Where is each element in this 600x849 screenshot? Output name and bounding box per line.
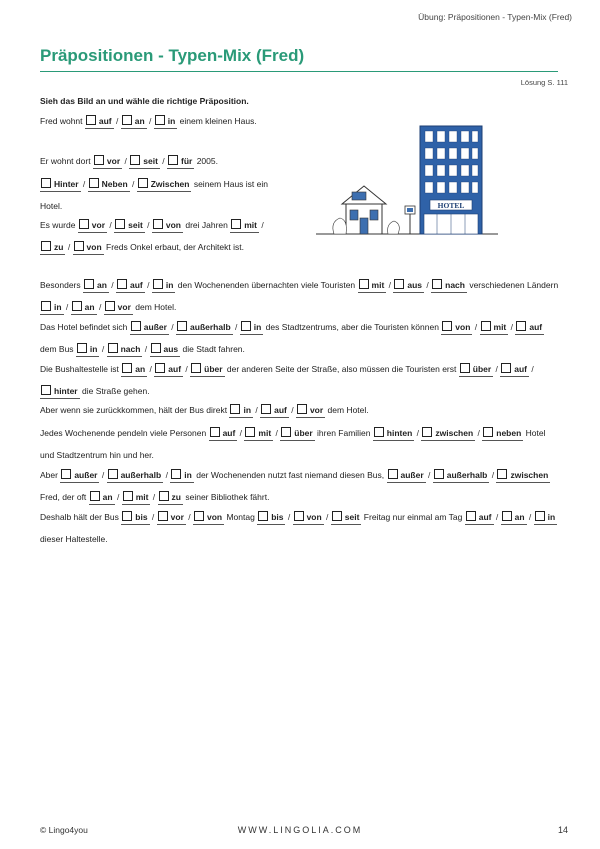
checkbox-icon[interactable] xyxy=(122,115,132,125)
option-label: an xyxy=(84,302,95,312)
checkbox-icon[interactable] xyxy=(460,363,470,373)
option-label: auf xyxy=(514,364,528,374)
exercise-text: Das Hotel befindet sich xyxy=(40,322,130,332)
option-label: auf xyxy=(168,364,182,374)
option-separator: / xyxy=(273,428,281,438)
checkbox-icon[interactable] xyxy=(122,511,132,521)
option-separator: / xyxy=(144,280,152,290)
option-choice[interactable] xyxy=(496,469,550,483)
option-choice[interactable] xyxy=(154,115,178,129)
checkbox-icon[interactable] xyxy=(155,115,165,125)
option-choice[interactable] xyxy=(158,491,183,505)
option-choice[interactable] xyxy=(293,511,324,525)
option-choice[interactable] xyxy=(465,511,494,525)
option-label: mit xyxy=(244,220,257,230)
option-choice[interactable] xyxy=(130,321,169,335)
checkbox-icon[interactable] xyxy=(516,321,526,331)
option-label: in xyxy=(165,280,174,290)
option-choice[interactable] xyxy=(89,491,115,505)
option-label: von xyxy=(86,242,102,252)
exercise-text: seiner Bibliothek fährt. xyxy=(182,492,270,502)
option-label: auf xyxy=(130,280,143,290)
option-label: an xyxy=(134,116,145,126)
checkbox-icon[interactable] xyxy=(74,241,84,251)
exercise-7 xyxy=(40,358,562,402)
option-choice[interactable] xyxy=(107,343,143,357)
hotel-building xyxy=(420,126,482,234)
option-label: vor xyxy=(91,220,106,230)
checkbox-icon[interactable] xyxy=(79,219,89,229)
checkbox-icon[interactable] xyxy=(151,343,161,353)
exercise-1 xyxy=(40,110,290,132)
option-choice[interactable] xyxy=(40,301,64,315)
exercise-text: ihren Familien xyxy=(314,428,373,438)
option-label: an xyxy=(135,364,146,374)
option-label: über xyxy=(472,364,492,374)
option-label: mit xyxy=(258,428,272,438)
option-label: nach xyxy=(120,344,141,354)
checkbox-icon[interactable] xyxy=(122,363,132,373)
option-choice[interactable] xyxy=(93,155,122,169)
option-label: vor xyxy=(117,302,131,312)
solution-reference: Lösung S. 111 xyxy=(520,78,568,87)
checkbox-icon[interactable] xyxy=(84,279,94,289)
option-choice[interactable] xyxy=(431,279,467,293)
option-separator: / xyxy=(232,322,240,332)
option-label: von xyxy=(455,322,471,332)
option-choice[interactable] xyxy=(229,404,253,418)
exercise-text: dieser Haltestelle. xyxy=(40,534,108,544)
option-label: vor xyxy=(309,405,324,415)
checkbox-icon[interactable] xyxy=(332,511,342,521)
option-label: aus xyxy=(163,344,179,354)
exercise-text: dem Hotel. xyxy=(325,405,369,415)
option-choice[interactable] xyxy=(387,469,426,483)
option-label: außer xyxy=(74,470,98,480)
exercise-text: Die Bushaltestelle ist xyxy=(40,364,122,374)
exercise-text: den Wochenenden übernachten viele Touristen xyxy=(175,280,358,290)
option-label: an xyxy=(97,280,107,290)
option-label: mit xyxy=(371,280,385,290)
option-separator: / xyxy=(259,220,264,230)
option-separator: / xyxy=(63,302,71,312)
option-label: auf xyxy=(529,322,543,332)
checkbox-icon[interactable] xyxy=(191,363,201,373)
option-choice[interactable] xyxy=(157,511,186,525)
option-label: zwischen xyxy=(435,428,474,438)
exercise-text: Jedes Wochenende pendeln viele Personen xyxy=(40,428,209,438)
option-choice[interactable] xyxy=(230,219,259,233)
checkbox-icon[interactable] xyxy=(230,404,240,414)
exercise-9 xyxy=(40,422,562,466)
option-separator: / xyxy=(147,364,155,374)
option-choice[interactable] xyxy=(167,155,194,169)
checkbox-icon[interactable] xyxy=(194,511,204,521)
option-label: hinter xyxy=(54,386,78,396)
checkbox-icon[interactable] xyxy=(535,511,545,521)
checkbox-icon[interactable] xyxy=(159,491,169,501)
option-label: außer xyxy=(400,470,424,480)
option-separator: / xyxy=(253,405,261,415)
option-label: mit xyxy=(493,322,507,332)
checkbox-icon[interactable] xyxy=(41,178,51,188)
option-choice[interactable] xyxy=(85,115,114,129)
footer-copyright: © Lingo4you xyxy=(40,825,88,835)
option-choice[interactable] xyxy=(121,363,147,377)
option-separator: / xyxy=(65,242,73,252)
option-label: außerhalb xyxy=(190,322,231,332)
exercise-4 xyxy=(40,214,290,258)
option-label: Hinter xyxy=(54,179,79,189)
exercise-text: Hotel und Stadtzentrum hin und her. xyxy=(40,428,546,460)
exercise-8 xyxy=(40,399,562,421)
option-label: in xyxy=(167,116,176,126)
exercise-text: Besonders xyxy=(40,280,83,290)
option-choice[interactable] xyxy=(104,301,133,315)
exercise-text: die Stadt fahren. xyxy=(180,344,245,354)
option-choice[interactable] xyxy=(515,321,544,335)
checkbox-icon[interactable] xyxy=(434,469,444,479)
hotel-illustration xyxy=(312,120,502,238)
option-separator: / xyxy=(183,364,191,374)
option-choice[interactable] xyxy=(358,279,387,293)
checkbox-icon[interactable] xyxy=(359,279,369,289)
option-separator: / xyxy=(508,322,516,332)
option-separator: / xyxy=(414,428,422,438)
option-choice[interactable] xyxy=(480,321,509,335)
exercise-text: Aber xyxy=(40,470,61,480)
checkbox-icon[interactable] xyxy=(77,343,87,353)
checkbox-icon[interactable] xyxy=(442,321,452,331)
option-label: hinten xyxy=(386,428,413,438)
checkbox-icon[interactable] xyxy=(241,321,251,331)
option-label: auf xyxy=(98,116,112,126)
option-choice[interactable] xyxy=(152,279,176,293)
checkbox-icon[interactable] xyxy=(61,469,71,479)
option-choice[interactable] xyxy=(193,511,224,525)
checkbox-icon[interactable] xyxy=(41,301,51,311)
option-label: auf xyxy=(222,428,236,438)
option-label: außerhalb xyxy=(120,470,162,480)
checkbox-icon[interactable] xyxy=(497,469,507,479)
checkbox-icon[interactable] xyxy=(432,279,442,289)
checkbox-icon[interactable] xyxy=(171,469,181,479)
option-label: zu xyxy=(54,242,64,252)
page-title: Präpositionen - Typen-Mix (Fred) xyxy=(40,46,305,65)
option-choice[interactable] xyxy=(244,427,273,441)
option-label: außer xyxy=(143,322,167,332)
option-label: Zwischen xyxy=(150,179,190,189)
option-choice[interactable] xyxy=(71,301,97,315)
option-choice[interactable] xyxy=(373,427,415,441)
checkbox-icon[interactable] xyxy=(153,219,163,229)
option-choice[interactable] xyxy=(73,241,104,255)
option-label: auf xyxy=(478,512,492,522)
option-label: in xyxy=(253,322,262,332)
option-choice[interactable] xyxy=(121,115,147,129)
option-choice[interactable] xyxy=(459,363,493,377)
option-choice[interactable] xyxy=(114,219,145,233)
checkbox-icon[interactable] xyxy=(394,279,404,289)
option-choice[interactable] xyxy=(121,511,149,525)
option-separator: / xyxy=(526,512,534,522)
option-choice[interactable] xyxy=(421,427,475,441)
option-choice[interactable] xyxy=(280,427,314,441)
exercise-3 xyxy=(40,173,290,217)
option-label: an xyxy=(514,512,525,522)
exercise-text: der anderen Seite der Straße, also müssen die Touristen erst xyxy=(224,364,459,374)
option-separator: / xyxy=(475,428,483,438)
option-separator: / xyxy=(424,280,432,290)
option-choice[interactable] xyxy=(76,343,100,357)
checkbox-icon[interactable] xyxy=(281,427,291,437)
option-separator: / xyxy=(99,344,107,354)
option-separator: / xyxy=(113,116,121,126)
option-choice[interactable] xyxy=(501,511,527,525)
option-separator: / xyxy=(323,512,331,522)
exercise-text: Montag xyxy=(224,512,258,522)
checkbox-icon[interactable] xyxy=(153,279,163,289)
option-separator: / xyxy=(107,220,115,230)
title-divider xyxy=(40,71,558,72)
option-label: zwischen xyxy=(510,470,549,480)
exercise-text: dem Hotel. xyxy=(132,302,177,312)
option-choice[interactable] xyxy=(40,385,80,399)
exercise-text: seinem Haus ist ein Hotel. xyxy=(40,179,269,211)
checkbox-icon[interactable] xyxy=(123,491,133,501)
option-separator: / xyxy=(142,344,150,354)
exercise-text: einem kleinen Haus. xyxy=(177,116,257,126)
option-label: von xyxy=(306,512,322,522)
checkbox-icon[interactable] xyxy=(501,363,511,373)
option-label: an xyxy=(102,492,113,502)
option-label: über xyxy=(204,364,223,374)
option-choice[interactable] xyxy=(433,469,490,483)
exercise-10 xyxy=(40,464,562,508)
option-choice[interactable] xyxy=(209,427,238,441)
option-choice[interactable] xyxy=(257,511,285,525)
checkbox-icon[interactable] xyxy=(94,155,104,165)
option-label: außerhalb xyxy=(446,470,488,480)
option-label: zu xyxy=(171,492,181,502)
checkbox-icon[interactable] xyxy=(502,511,512,521)
option-choice[interactable] xyxy=(500,363,529,377)
option-label: mit xyxy=(135,492,149,502)
option-choice[interactable] xyxy=(40,178,81,192)
option-separator: / xyxy=(129,179,137,189)
option-separator: / xyxy=(146,116,154,126)
bus-stop-sign xyxy=(405,206,415,234)
option-separator: / xyxy=(80,179,88,189)
option-separator: / xyxy=(96,302,104,312)
option-label: in xyxy=(547,512,556,522)
option-separator: / xyxy=(425,470,433,480)
page-number: 14 xyxy=(557,825,568,835)
checkbox-icon[interactable] xyxy=(388,469,398,479)
exercise-text: 2005. xyxy=(194,156,218,166)
option-separator: / xyxy=(144,220,152,230)
option-separator: / xyxy=(122,156,130,166)
checkbox-icon[interactable] xyxy=(72,301,82,311)
exercise-text: die Straße gehen. xyxy=(79,386,150,396)
checkbox-icon[interactable] xyxy=(231,219,241,229)
option-separator: / xyxy=(168,322,177,332)
exercise-text: Fred, der oft xyxy=(40,492,89,502)
checkbox-icon[interactable] xyxy=(131,321,141,331)
option-choice[interactable] xyxy=(107,469,164,483)
checkbox-icon[interactable] xyxy=(115,219,125,229)
option-choice[interactable] xyxy=(88,178,130,192)
exercise-text: Fred wohnt xyxy=(40,116,85,126)
option-label: über xyxy=(294,428,313,438)
checkbox-icon[interactable] xyxy=(130,155,140,165)
option-separator: / xyxy=(285,512,293,522)
option-choice[interactable] xyxy=(137,178,192,192)
option-label: aus xyxy=(407,280,423,290)
header-topic: Übung: Präpositionen - Typen-Mix (Fred) xyxy=(418,12,572,22)
checkbox-icon[interactable] xyxy=(138,178,148,188)
option-separator: / xyxy=(472,322,480,332)
checkbox-icon[interactable] xyxy=(90,491,100,501)
checkbox-icon[interactable] xyxy=(117,279,127,289)
option-separator: / xyxy=(386,280,394,290)
option-label: seit xyxy=(344,512,360,522)
exercise-text: Freds Onkel erbaut, der Architekt ist. xyxy=(103,242,244,252)
option-choice[interactable] xyxy=(170,469,194,483)
checkbox-icon[interactable] xyxy=(105,301,115,311)
option-label: seit xyxy=(143,156,158,166)
checkbox-icon[interactable] xyxy=(261,404,271,414)
checkbox-icon[interactable] xyxy=(422,427,432,437)
option-choice[interactable] xyxy=(116,279,145,293)
option-choice[interactable] xyxy=(129,155,160,169)
option-separator: / xyxy=(288,405,296,415)
exercise-2 xyxy=(40,150,290,172)
option-label: vor xyxy=(170,512,184,522)
footer-website: WWW.LINGOLIA.COM xyxy=(237,825,363,835)
option-label: auf xyxy=(274,405,287,415)
checkbox-icon[interactable] xyxy=(466,511,476,521)
exercise-text: Aber wenn sie zurückkommen, hält der Bus direkt xyxy=(40,405,230,415)
option-label: bis xyxy=(135,512,148,522)
exercise-text: dem Bus xyxy=(40,344,76,354)
checkbox-icon[interactable] xyxy=(89,178,99,188)
checkbox-icon[interactable] xyxy=(108,343,118,353)
option-choice[interactable] xyxy=(331,511,362,525)
checkbox-icon[interactable] xyxy=(483,427,493,437)
option-separator: / xyxy=(529,364,534,374)
option-choice[interactable] xyxy=(240,321,264,335)
checkbox-icon[interactable] xyxy=(155,363,165,373)
option-label: neben xyxy=(496,428,522,438)
option-separator: / xyxy=(185,512,193,522)
exercise-5 xyxy=(40,274,562,318)
option-label: vor xyxy=(106,156,121,166)
option-label: in xyxy=(89,344,98,354)
exercise-text: Er wohnt dort xyxy=(40,156,93,166)
checkbox-icon[interactable] xyxy=(374,427,384,437)
option-choice[interactable] xyxy=(534,511,558,525)
checkbox-icon[interactable] xyxy=(481,321,491,331)
option-choice[interactable] xyxy=(296,404,325,418)
option-separator: / xyxy=(489,470,497,480)
option-choice[interactable] xyxy=(60,469,99,483)
option-choice[interactable] xyxy=(78,219,107,233)
option-label: von xyxy=(165,220,181,230)
checkbox-icon[interactable] xyxy=(177,321,187,331)
small-house xyxy=(333,186,399,234)
option-label: für xyxy=(181,156,193,166)
exercise-text: Deshalb hält der Bus xyxy=(40,512,122,522)
option-choice[interactable] xyxy=(154,363,183,377)
exercise-text: der Wochenenden nutzt fast niemand diesen Bus, xyxy=(193,470,387,480)
option-label: bis xyxy=(271,512,284,522)
option-choice[interactable] xyxy=(393,279,424,293)
option-choice[interactable] xyxy=(190,363,224,377)
hotel-sign-text: HOTEL xyxy=(437,201,465,210)
option-choice[interactable] xyxy=(482,427,523,441)
option-label: nach xyxy=(445,280,465,290)
option-separator: / xyxy=(150,492,158,502)
option-choice[interactable] xyxy=(176,321,233,335)
exercise-text: Es wurde xyxy=(40,220,78,230)
option-separator: / xyxy=(163,470,171,480)
checkbox-icon[interactable] xyxy=(41,385,51,395)
exercise-6 xyxy=(40,316,562,360)
option-separator: / xyxy=(493,512,501,522)
checkbox-icon[interactable] xyxy=(168,155,178,165)
checkbox-icon[interactable] xyxy=(41,241,51,251)
option-separator: / xyxy=(99,470,107,480)
option-separator: / xyxy=(159,156,167,166)
exercise-11 xyxy=(40,506,562,550)
option-label: in xyxy=(54,302,62,312)
option-separator: / xyxy=(149,512,157,522)
exercise-text: verschiedenen Ländern xyxy=(466,280,559,290)
checkbox-icon[interactable] xyxy=(210,427,220,437)
option-choice[interactable] xyxy=(441,321,472,335)
option-choice[interactable] xyxy=(150,343,181,357)
option-label: von xyxy=(206,512,223,522)
option-choice[interactable] xyxy=(40,241,65,255)
option-choice[interactable] xyxy=(122,491,151,505)
option-label: seit xyxy=(128,220,143,230)
checkbox-icon[interactable] xyxy=(158,511,168,521)
option-choice[interactable] xyxy=(152,219,183,233)
checkbox-icon[interactable] xyxy=(245,427,255,437)
checkbox-icon[interactable] xyxy=(86,115,96,125)
option-separator: / xyxy=(493,364,501,374)
checkbox-icon[interactable] xyxy=(294,511,304,521)
exercise-text: des Stadtzentrums, aber die Touristen können xyxy=(263,322,442,332)
option-label: Neben xyxy=(101,179,128,189)
option-label: in xyxy=(243,405,252,415)
checkbox-icon[interactable] xyxy=(108,469,118,479)
option-separator: / xyxy=(114,492,122,502)
option-separator: / xyxy=(237,428,245,438)
option-label: in xyxy=(184,470,192,480)
checkbox-icon[interactable] xyxy=(258,511,268,521)
option-choice[interactable] xyxy=(83,279,109,293)
exercise-text: Freitag nur einmal am Tag xyxy=(361,512,465,522)
instruction: Sieh das Bild an und wähle die richtige Präposition. xyxy=(40,96,249,106)
option-separator: / xyxy=(108,280,117,290)
exercise-text: drei Jahren xyxy=(183,220,231,230)
option-choice[interactable] xyxy=(260,404,289,418)
checkbox-icon[interactable] xyxy=(297,404,307,414)
